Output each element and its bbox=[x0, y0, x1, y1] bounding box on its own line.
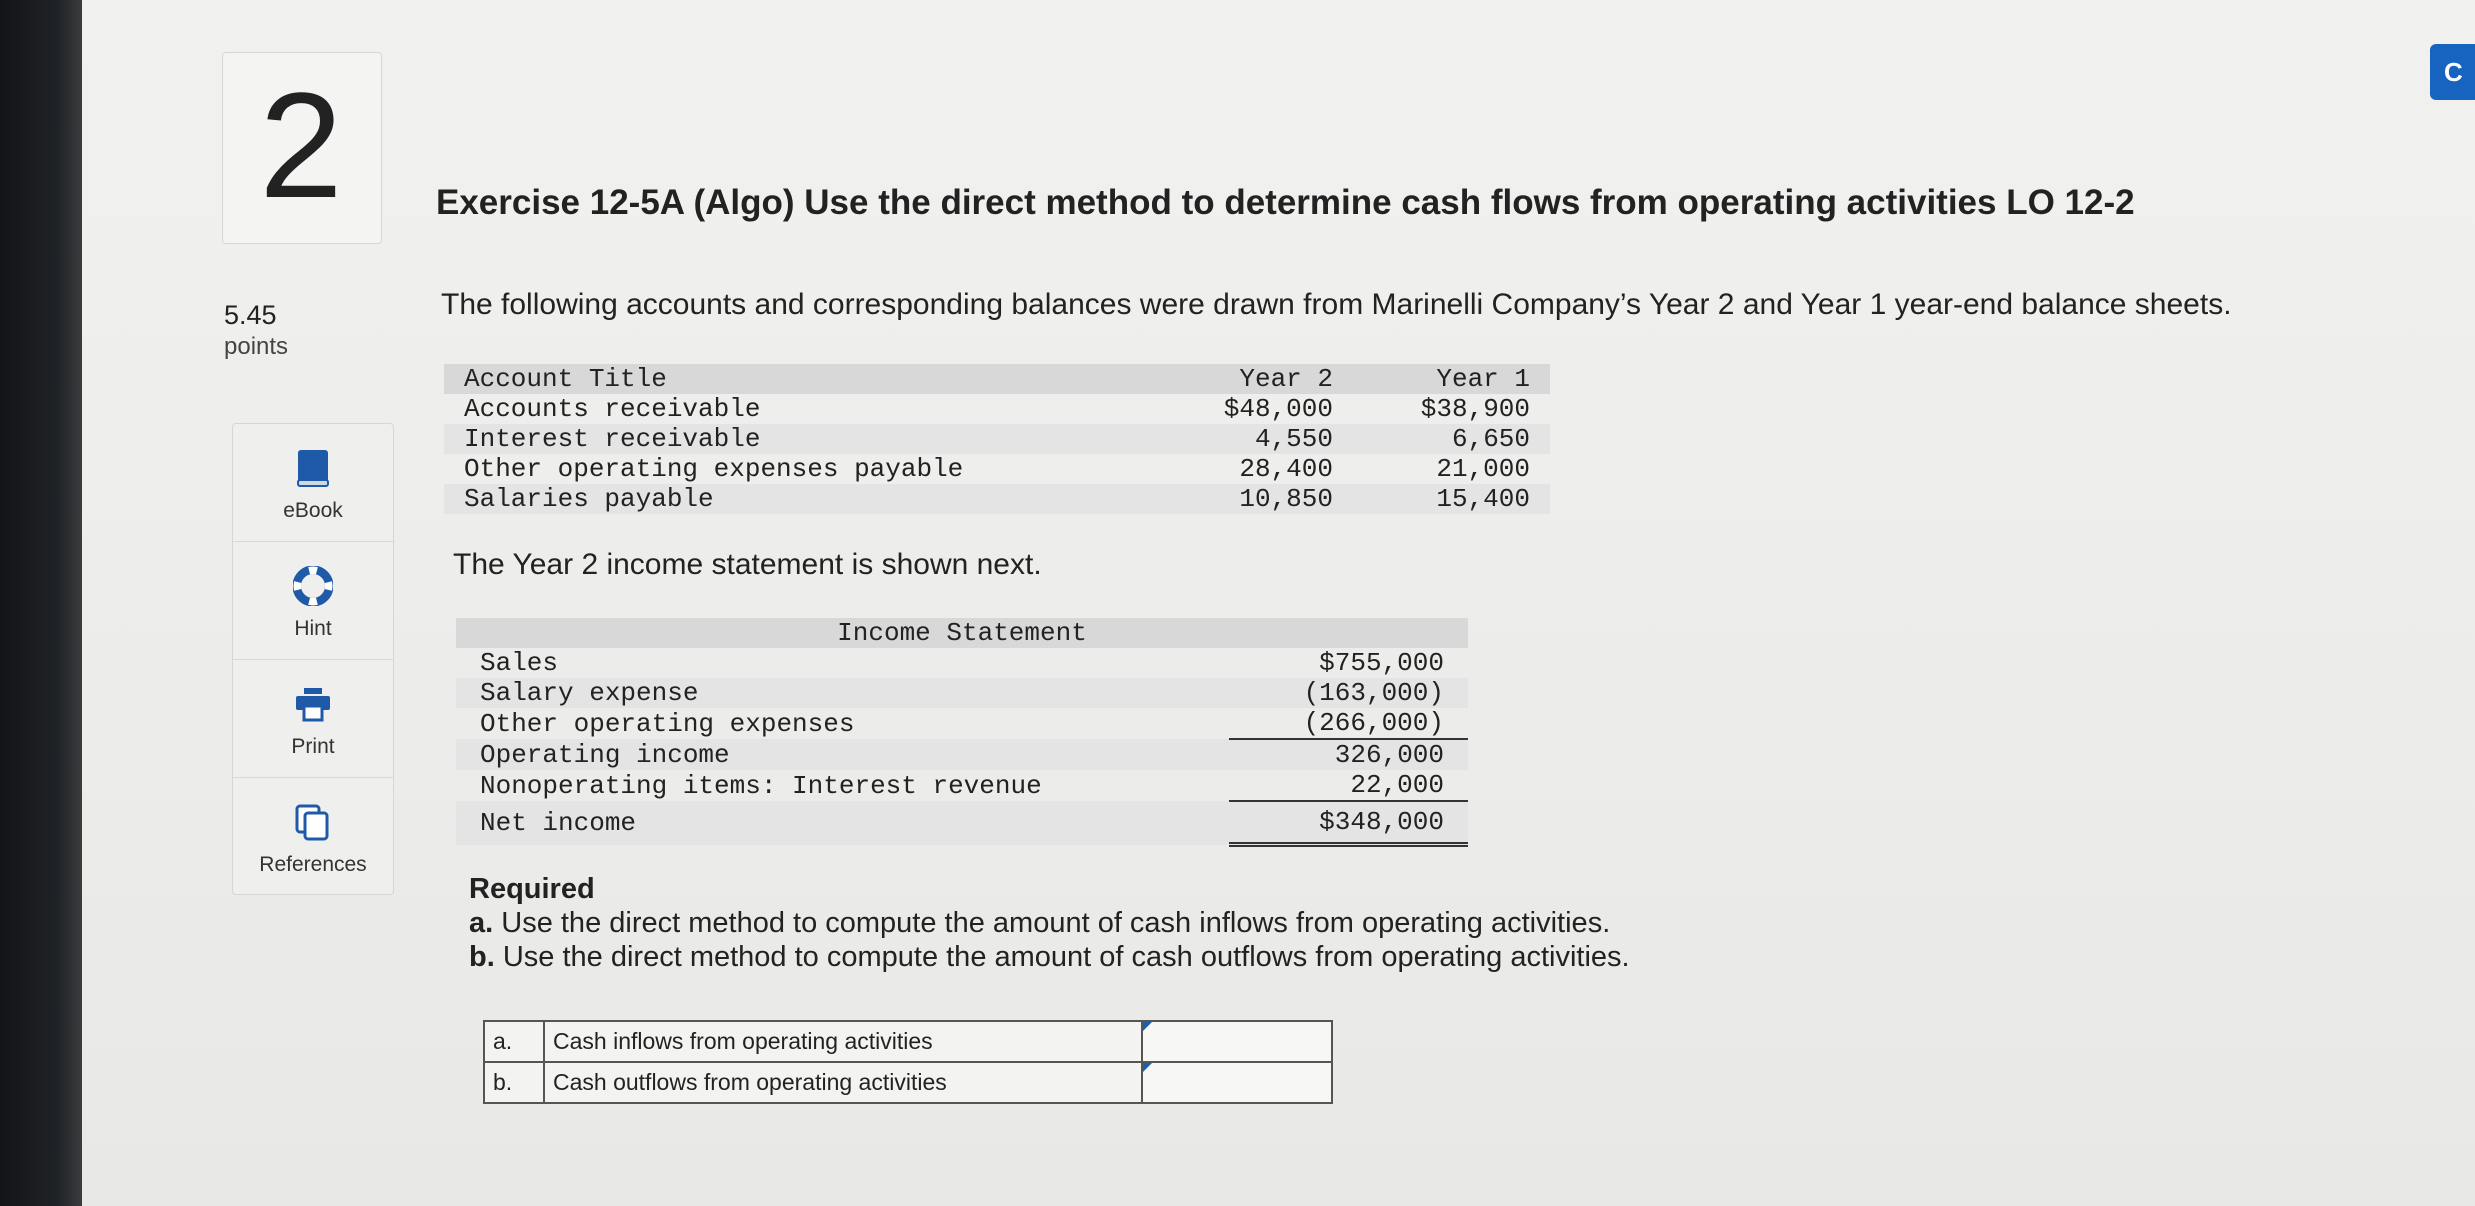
year1-value: 6,650 bbox=[1353, 424, 1550, 454]
line-amount: 22,000 bbox=[1229, 770, 1468, 801]
year1-value: 15,400 bbox=[1353, 484, 1550, 514]
answer-letter: a. bbox=[484, 1021, 544, 1062]
line-amount: 326,000 bbox=[1229, 739, 1468, 770]
year1-value: $38,900 bbox=[1420, 394, 1530, 424]
line-item: Sales bbox=[480, 648, 559, 678]
col-account-title: Account Title bbox=[444, 364, 1156, 394]
line-amount: (266,000) bbox=[1229, 708, 1468, 739]
book-icon bbox=[296, 448, 330, 493]
account-name: Accounts receivable bbox=[464, 394, 761, 424]
table-row bbox=[444, 484, 1550, 514]
line-amount: $348,000 bbox=[1229, 801, 1468, 845]
income-statement-intro: The Year 2 income statement is shown next. bbox=[453, 548, 1042, 581]
table-row bbox=[456, 739, 1468, 770]
cash-outflows-input[interactable] bbox=[1143, 1063, 1331, 1102]
balance-header-row bbox=[444, 364, 1550, 394]
answer-row-a bbox=[484, 1021, 1332, 1062]
ebook-button[interactable] bbox=[233, 424, 393, 542]
line-amount: $755,000 bbox=[1319, 648, 1444, 678]
account-name: Salaries payable bbox=[444, 484, 1156, 514]
line-item: Net income bbox=[456, 801, 1229, 845]
points-label: points bbox=[224, 333, 289, 360]
hint-button[interactable] bbox=[233, 542, 393, 660]
copy-icon bbox=[293, 802, 333, 847]
ebook-label: eBook bbox=[283, 499, 343, 522]
answer-row-b bbox=[484, 1062, 1332, 1103]
answer-table bbox=[483, 1020, 1333, 1104]
required-a-text: Use the direct method to compute the amount of cash inflows from operating activities. bbox=[501, 907, 1611, 939]
print-button[interactable] bbox=[233, 660, 393, 778]
cash-outflows-cell bbox=[1142, 1062, 1332, 1103]
question-number: 2 bbox=[259, 61, 343, 229]
references-button[interactable] bbox=[233, 778, 393, 895]
cash-inflows-cell bbox=[1142, 1021, 1332, 1062]
left-dark-edge bbox=[0, 0, 82, 1206]
line-item: Other operating expenses bbox=[480, 708, 855, 739]
balance-sheet-table bbox=[444, 364, 1550, 514]
required-b-text: Use the direct method to compute the amount of cash outflows from operating activities. bbox=[502, 941, 1630, 973]
line-item: Operating income bbox=[456, 739, 1229, 770]
income-header-row bbox=[456, 618, 1468, 648]
table-row bbox=[444, 424, 1550, 454]
year2-value: $48,000 bbox=[1223, 394, 1333, 424]
check-button[interactable]: C bbox=[2430, 44, 2475, 100]
year1-value: 21,000 bbox=[1436, 454, 1530, 484]
income-statement-table bbox=[456, 618, 1468, 847]
answer-label: Cash inflows from operating activities bbox=[544, 1021, 1142, 1062]
input-marker-icon bbox=[1143, 1063, 1152, 1072]
points-value: 5.45 bbox=[224, 300, 277, 330]
required-b-letter: b. bbox=[469, 941, 495, 973]
year2-value: 4,550 bbox=[1156, 424, 1353, 454]
hint-label: Hint bbox=[294, 617, 332, 640]
table-row bbox=[456, 678, 1468, 708]
required-a-letter: a. bbox=[469, 907, 494, 939]
table-row bbox=[456, 801, 1468, 845]
exercise-intro: The following accounts and corresponding balances were drawn from Marinelli Company’s Year 2 and Year 1 year-end balance sheets. bbox=[441, 288, 2232, 321]
income-statement-title: Income Statement bbox=[456, 618, 1468, 648]
col-year1: Year 1 bbox=[1353, 364, 1550, 394]
exercise-title: Exercise 12-5A (Algo) Use the direct method to determine cash flows from operating activities LO 12-2 bbox=[436, 183, 2135, 222]
answer-label: Cash outflows from operating activities bbox=[544, 1062, 1142, 1103]
required-heading: Required bbox=[469, 873, 595, 905]
col-year2: Year 2 bbox=[1156, 364, 1353, 394]
line-item: Salary expense bbox=[456, 678, 1229, 708]
cash-inflows-input[interactable] bbox=[1143, 1022, 1331, 1061]
lifebuoy-icon bbox=[293, 566, 333, 611]
tools-panel bbox=[232, 423, 394, 895]
table-row bbox=[456, 708, 1468, 739]
year2-value: 10,850 bbox=[1156, 484, 1353, 514]
line-item: Nonoperating items: Interest revenue bbox=[480, 770, 1042, 801]
table-row bbox=[444, 454, 1550, 484]
input-marker-icon bbox=[1143, 1022, 1152, 1031]
table-row bbox=[444, 394, 1550, 424]
table-row bbox=[456, 770, 1468, 801]
required-section bbox=[469, 872, 1630, 974]
year2-value: 28,400 bbox=[1239, 454, 1333, 484]
line-amount: (163,000) bbox=[1229, 678, 1468, 708]
account-name: Other operating expenses payable bbox=[464, 454, 964, 484]
answer-letter: b. bbox=[484, 1062, 544, 1103]
account-name: Interest receivable bbox=[444, 424, 1156, 454]
table-row bbox=[456, 648, 1468, 678]
print-label: Print bbox=[291, 735, 335, 758]
references-label: References bbox=[259, 853, 367, 876]
printer-icon bbox=[293, 684, 333, 729]
